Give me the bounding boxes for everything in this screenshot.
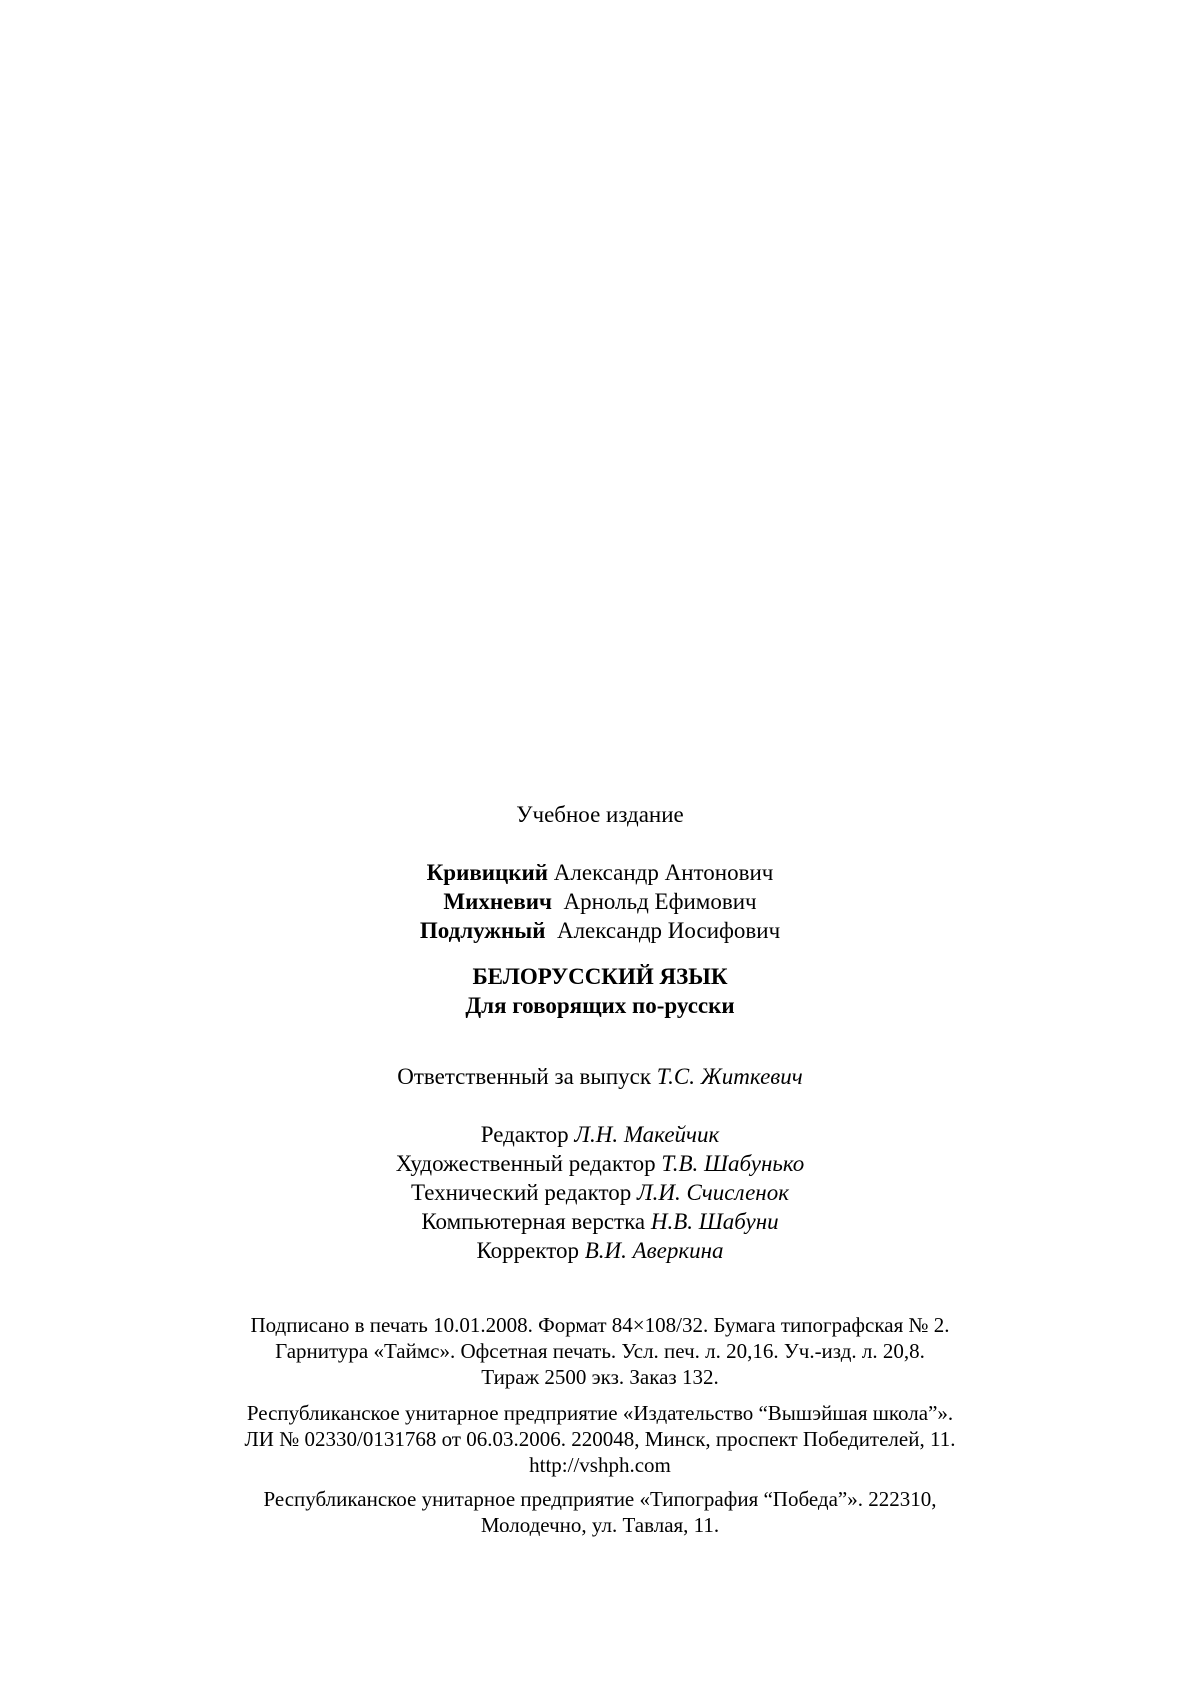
author-surname: Подлужный — [419, 918, 546, 943]
print-info-line: Подписано в печать 10.01.2008. Формат 84×108/32. Бумага типографская № 2. — [250, 1313, 950, 1337]
editor-line — [0, 1178, 1200, 1207]
editor-line — [0, 1120, 1200, 1149]
book-title-block — [0, 962, 1200, 1020]
print-info-line: Гарнитура «Таймс». Офсетная печать. Усл. печ. л. 20,16. Уч.-изд. л. 20,8. — [275, 1339, 925, 1363]
editor-line — [0, 1207, 1200, 1236]
author-name: Александр Антонович — [553, 860, 774, 885]
editor-person: Л.И. Счисленок — [637, 1180, 789, 1205]
publisher-line: ЛИ № 02330/0131768 от 06.03.2006. 220048, Минск, проспект Победителей, 11. — [244, 1427, 956, 1451]
author-name: Александр Иосифович — [556, 918, 781, 943]
author-line — [0, 858, 1200, 887]
responsible-line — [0, 1062, 1200, 1091]
editor-person: Л.Н. Макейчик — [574, 1122, 720, 1147]
author-name: Арнольд Ефимович — [563, 889, 757, 914]
editor-role: Компьютерная верстка — [421, 1209, 646, 1234]
edition-type — [0, 800, 1200, 829]
editor-role: Корректор — [476, 1238, 579, 1263]
editor-person: В.И. Аверкина — [584, 1238, 724, 1263]
editor-role: Редактор — [480, 1122, 569, 1147]
editor-role: Технический редактор — [411, 1180, 632, 1205]
editor-person: Н.В. Шабуни — [650, 1209, 779, 1234]
printer-line: Республиканское унитарное предприятие «Типография “Победа”». 222310, — [263, 1487, 937, 1511]
editor-role: Художественный редактор — [395, 1151, 656, 1176]
author-surname: Кривицкий — [426, 860, 549, 885]
publisher-url: http://vshph.com — [529, 1453, 671, 1477]
print-info-line: Тираж 2500 экз. Заказ 132. — [481, 1365, 719, 1389]
editor-person: Т.В. Шабунько — [661, 1151, 805, 1176]
author-line — [0, 916, 1200, 945]
editor-line — [0, 1149, 1200, 1178]
author-line — [0, 887, 1200, 916]
printer-info — [0, 1486, 1200, 1538]
editors-list — [0, 1120, 1200, 1265]
print-info — [0, 1312, 1200, 1390]
publisher-info — [0, 1400, 1200, 1478]
authors-list — [0, 858, 1200, 945]
publisher-line: Республиканское унитарное предприятие «Издательство “Вышэйшая школа”». — [246, 1401, 954, 1425]
editor-line — [0, 1236, 1200, 1265]
book-subtitle: Для говорящих по-русски — [465, 993, 735, 1018]
edition-type-text: Учебное издание — [516, 802, 684, 827]
printer-line: Молодечно, ул. Тавлая, 11. — [480, 1513, 720, 1537]
author-surname: Михневич — [443, 889, 552, 914]
book-title: БЕЛОРУССКИЙ ЯЗЫК — [472, 964, 728, 989]
responsible-role: Ответственный за выпуск — [397, 1064, 652, 1089]
responsible-person: Т.С. Житкевич — [656, 1064, 803, 1089]
